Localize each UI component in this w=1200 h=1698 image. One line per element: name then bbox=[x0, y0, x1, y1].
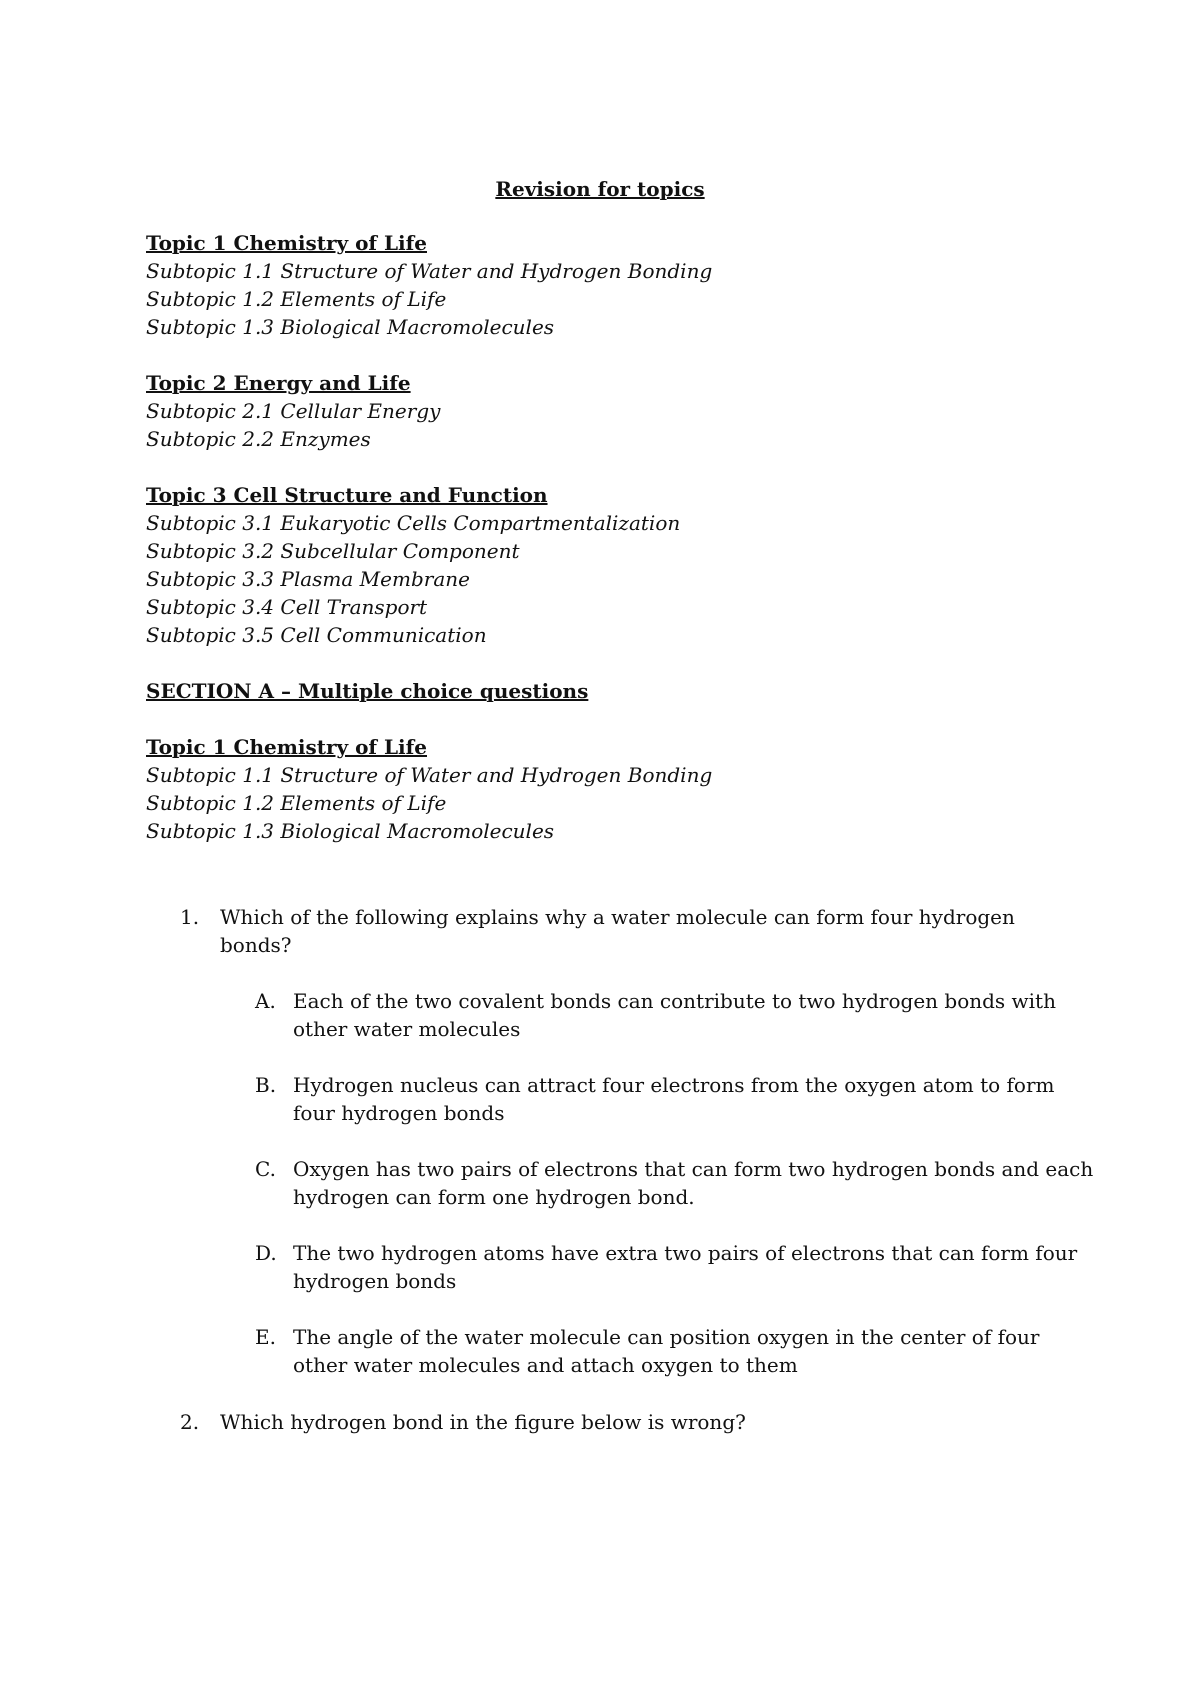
subtopic-item: Subtopic 1.1 Structure of Water and Hydrogen Bonding bbox=[146, 259, 713, 283]
subtopic-item: Subtopic 2.2 Enzymes bbox=[146, 427, 371, 451]
option-text-line: other water molecules bbox=[293, 1017, 521, 1041]
section-a-heading-block bbox=[146, 677, 1106, 705]
question-text-line: bonds? bbox=[220, 933, 292, 957]
topic-3-block bbox=[146, 481, 1106, 649]
section-a-topic-block bbox=[146, 733, 1106, 845]
subtopic-item: Subtopic 3.3 Plasma Membrane bbox=[146, 567, 470, 591]
option-label: A. bbox=[255, 989, 276, 1013]
section-heading: SECTION A – Multiple choice questions bbox=[146, 679, 589, 703]
topic-heading: Topic 1 Chemistry of Life bbox=[146, 231, 427, 255]
option-c bbox=[255, 1155, 1095, 1211]
option-text-line: four hydrogen bonds bbox=[293, 1101, 505, 1125]
question-number: 2. bbox=[180, 1410, 200, 1434]
topic-heading: Topic 3 Cell Structure and Function bbox=[146, 483, 548, 507]
subtopic-item: Subtopic 1.2 Elements of Life bbox=[146, 791, 447, 815]
option-label: D. bbox=[255, 1241, 277, 1265]
option-e bbox=[255, 1323, 1095, 1379]
option-text-line: The two hydrogen atoms have extra two pairs of electrons that can form four bbox=[293, 1241, 1078, 1265]
subtopic-item: Subtopic 1.3 Biological Macromolecules bbox=[146, 315, 555, 339]
option-text-line: The angle of the water molecule can position oxygen in the center of four bbox=[293, 1325, 1040, 1349]
option-label: E. bbox=[255, 1325, 276, 1349]
option-text-line: Hydrogen nucleus can attract four electrons from the oxygen atom to form bbox=[293, 1073, 1055, 1097]
subtopic-item: Subtopic 3.5 Cell Communication bbox=[146, 623, 487, 647]
option-label: C. bbox=[255, 1157, 276, 1181]
question-2 bbox=[180, 1408, 1080, 1436]
option-a bbox=[255, 987, 1095, 1043]
option-text-line: hydrogen can form one hydrogen bond. bbox=[293, 1185, 695, 1209]
option-b bbox=[255, 1071, 1095, 1127]
option-text-line: hydrogen bonds bbox=[293, 1269, 457, 1293]
option-text-line: Each of the two covalent bonds can contribute to two hydrogen bonds with bbox=[293, 989, 1056, 1013]
subtopic-item: Subtopic 3.4 Cell Transport bbox=[146, 595, 428, 619]
subtopic-item: Subtopic 2.1 Cellular Energy bbox=[146, 399, 441, 423]
topic-heading: Topic 1 Chemistry of Life bbox=[146, 735, 427, 759]
option-text-line: Oxygen has two pairs of electrons that can form two hydrogen bonds and each bbox=[293, 1157, 1094, 1181]
topic-1-block bbox=[146, 229, 1106, 341]
topic-heading: Topic 2 Energy and Life bbox=[146, 371, 411, 395]
question-number: 1. bbox=[180, 905, 200, 929]
question-text-line: Which hydrogen bond in the figure below is wrong? bbox=[220, 1410, 746, 1434]
subtopic-item: Subtopic 1.2 Elements of Life bbox=[146, 287, 447, 311]
question-1 bbox=[180, 903, 1080, 959]
subtopic-item: Subtopic 3.1 Eukaryotic Cells Compartmentalization bbox=[146, 511, 681, 535]
subtopic-item: Subtopic 1.1 Structure of Water and Hydrogen Bonding bbox=[146, 763, 713, 787]
option-label: B. bbox=[255, 1073, 277, 1097]
page-title: Revision for topics bbox=[495, 177, 705, 201]
option-text-line: other water molecules and attach oxygen to them bbox=[293, 1353, 798, 1377]
question-text-line: Which of the following explains why a water molecule can form four hydrogen bbox=[220, 905, 1015, 929]
subtopic-item: Subtopic 3.2 Subcellular Component bbox=[146, 539, 520, 563]
topic-2-block bbox=[146, 369, 1106, 453]
option-d bbox=[255, 1239, 1095, 1295]
subtopic-item: Subtopic 1.3 Biological Macromolecules bbox=[146, 819, 555, 843]
